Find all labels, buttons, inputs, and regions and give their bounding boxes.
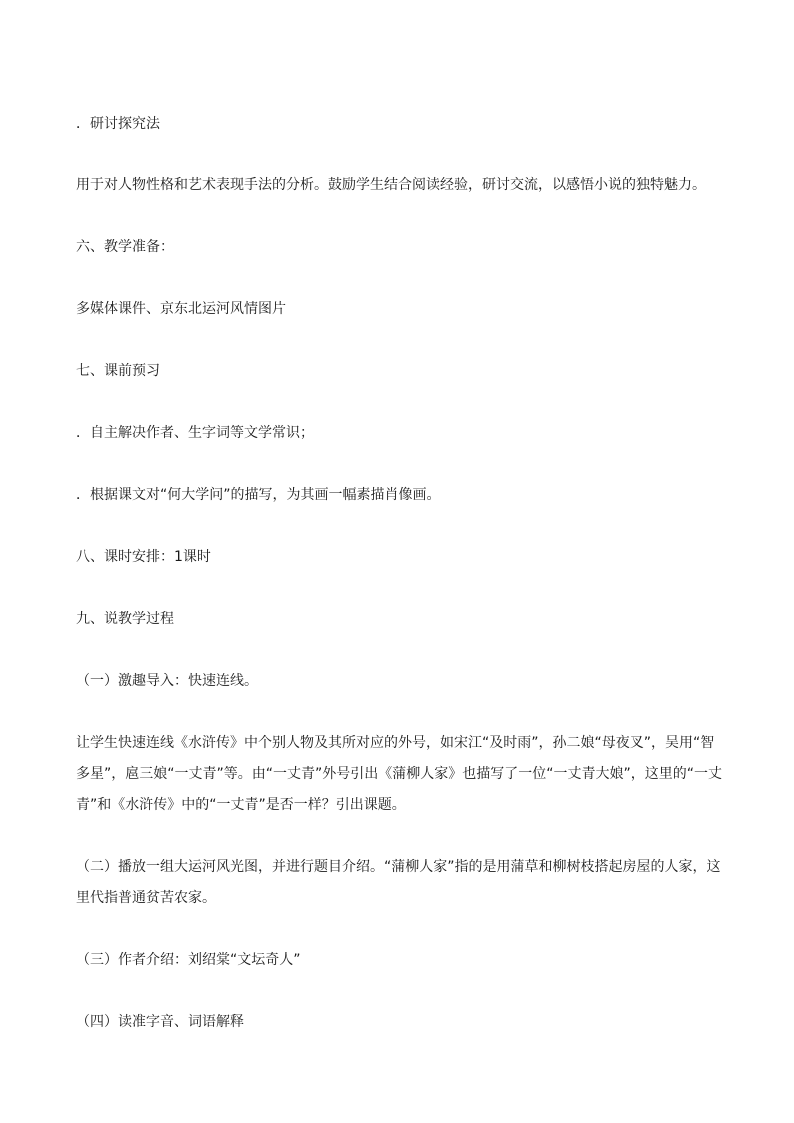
preview-item-one: ．自主解决作者、生字词等文学常识；: [76, 425, 314, 441]
section-nine-heading: 九、说教学过程: [76, 611, 174, 627]
step-three-paragraph: （三）作者介绍：刘绍棠“文坛奇人”: [76, 952, 301, 968]
method-description: 用于对人物性格和艺术表现手法的分析。鼓励学生结合阅读经验，研讨交流，以感悟小说的独特魅力。: [76, 177, 706, 193]
method-heading: ．研讨探究法: [76, 116, 160, 132]
section-six-heading: 六、教学准备：: [76, 239, 174, 255]
section-eight-heading: 八、课时安排：1课时: [76, 549, 211, 565]
step-one-body: 让学生快速连线《水浒传》中个别人物及其所对应的外号，如宋江“及时雨”，孙二娘“母夜叉”，吴用“智多星”，扈三娘“一丈青”等。由“一丈青”外号引出《蒲柳人家》也描写了一位“一丈青大娘”，这里的“一丈青”和《水浒传》中的“一丈青”是否一样？引出课题。: [76, 735, 723, 813]
section-seven-heading: 七、课前预习: [76, 363, 160, 379]
step-four-paragraph: （四）读准字音、词语解释: [76, 1014, 244, 1030]
step-two-paragraph: （二）播放一组大运河风光图，并进行题目介绍。“蒲柳人家”指的是用蒲草和柳树枝搭起房屋的人家，这里代指普通贫苦农家。: [76, 859, 721, 906]
preparation-materials: 多媒体课件、京东北运河风情图片: [76, 301, 286, 317]
preview-item-two: ．根据课文对“何大学问”的描写，为其画一幅素描肖像画。: [76, 487, 441, 503]
step-one-heading: （一）激趣导入：快速连线。: [76, 673, 258, 689]
